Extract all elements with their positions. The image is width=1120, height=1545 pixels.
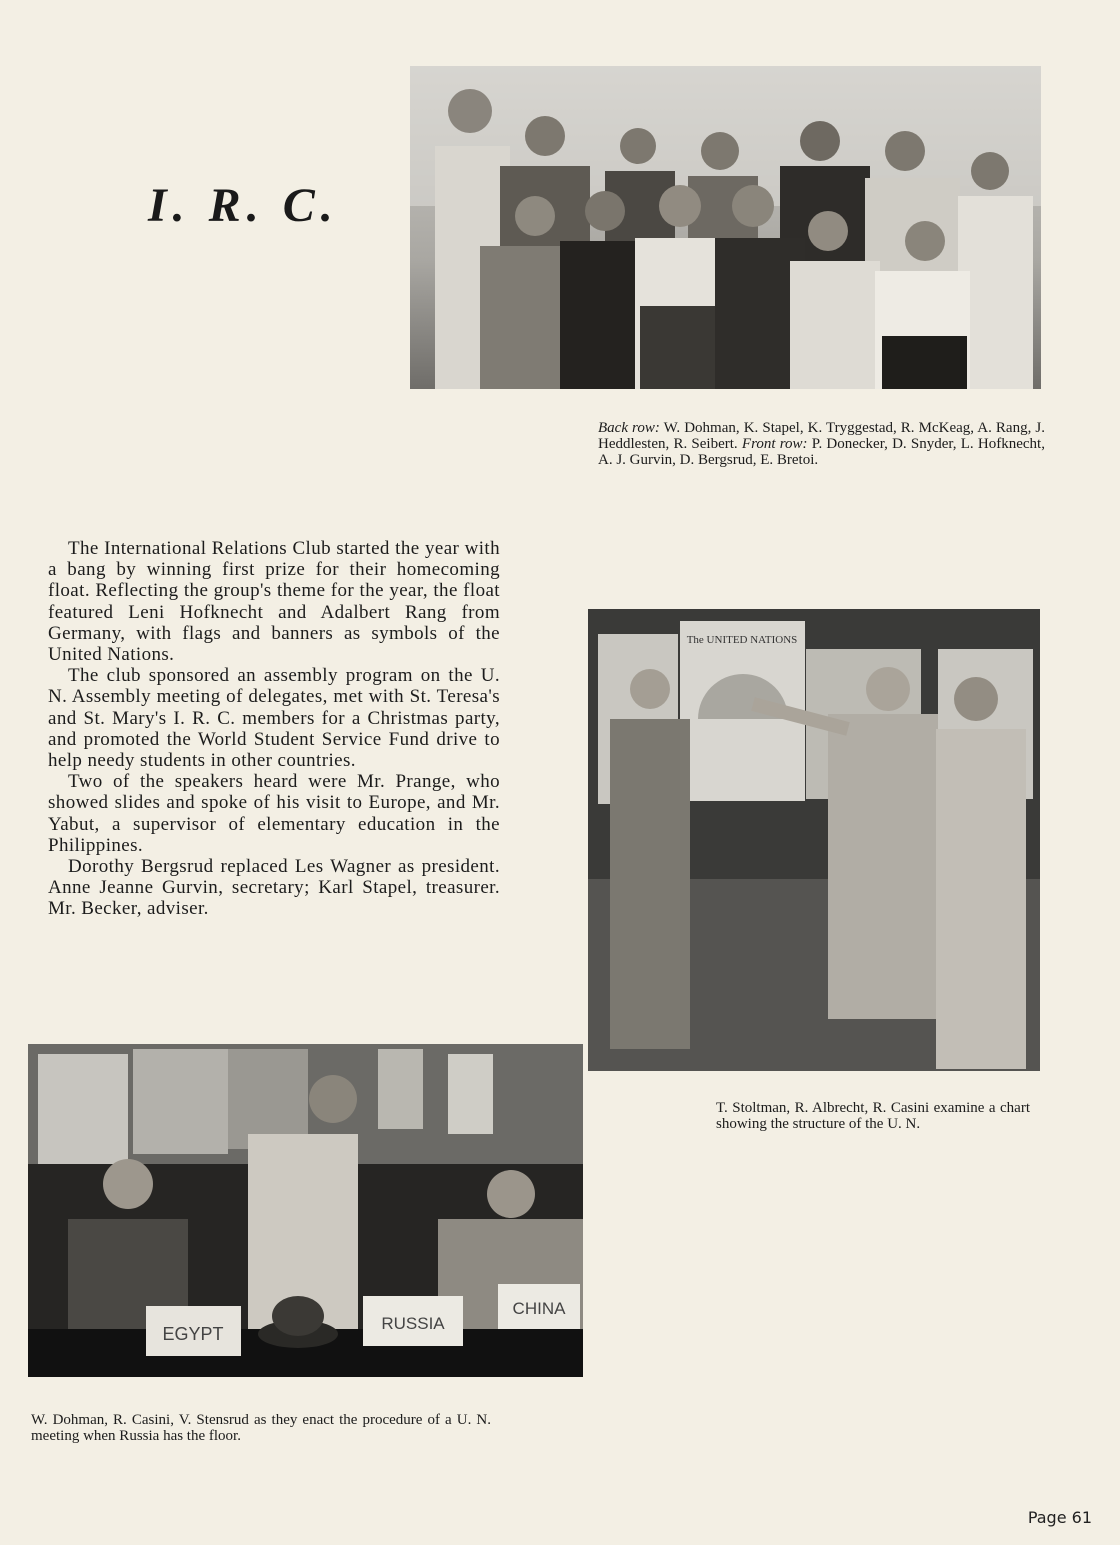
page-title: I. R. C. <box>148 179 339 232</box>
page-number: Page 61 <box>1027 1508 1092 1527</box>
meeting-photo-caption: W. Dohman, R. Casini, V. Stensrud as they enact the procedure of a U. N. meeting when Russia has the floor. <box>31 1412 491 1444</box>
sign-egypt: EGYPT <box>162 1324 224 1344</box>
body-paragraph: Two of the speakers heard were Mr. Prange, who showed slides and spoke of his visit to Europe, and Mr. Yabut, a supervisor of elementary education in the Philippines. <box>48 771 500 856</box>
group-photo-caption <box>598 420 1045 468</box>
caption-lead-front-row: Front row: <box>741 436 808 452</box>
body-paragraph: The club sponsored an assembly program on the U. N. Assembly meeting of delegates, met with St. Teresa's and St. Mary's I. R. C. members for a Christmas party, and promoted the World Student Service Fund drive to help needy students in other countries. <box>48 665 500 772</box>
meeting-photo <box>28 1044 583 1377</box>
sign-russia: RUSSIA <box>381 1314 445 1333</box>
chart-photo <box>588 609 1040 1071</box>
poster-title: The UNITED NATIONS <box>686 634 798 646</box>
caption-lead-back-row: Back row: <box>598 420 660 436</box>
body-paragraph: The International Relations Club started the year with a bang by winning first prize for their homecoming float. Reflecting the group's theme for the year, the float featured Leni Hofknecht and Adalbert Rang from Germany, with flags and banners as symbols of the United Nations. <box>48 538 500 666</box>
body-paragraph: Dorothy Bergsrud replaced Les Wagner as president. Anne Jeanne Gurvin, secretary; Karl Stapel, treasurer. Mr. Becker, adviser. <box>48 856 500 920</box>
caption-back-row-names: W. Dohman, K. Stapel, K. Tryggestad, R. McKeag, A. Rang, J. Heddlesten, R. Seibert. <box>598 420 1045 452</box>
chart-photo-caption: T. Stoltman, R. Albrecht, R. Casini examine a chart showing the structure of the U. N. <box>716 1100 1030 1132</box>
caption-front-row-names: P. Donecker, D. Snyder, L. Hofknecht, A. J. Gurvin, D. Bergsrud, E. Bretoi. <box>598 436 1045 468</box>
sign-china: CHINA <box>512 1299 566 1318</box>
article-body <box>48 538 500 920</box>
group-photo <box>410 66 1041 389</box>
